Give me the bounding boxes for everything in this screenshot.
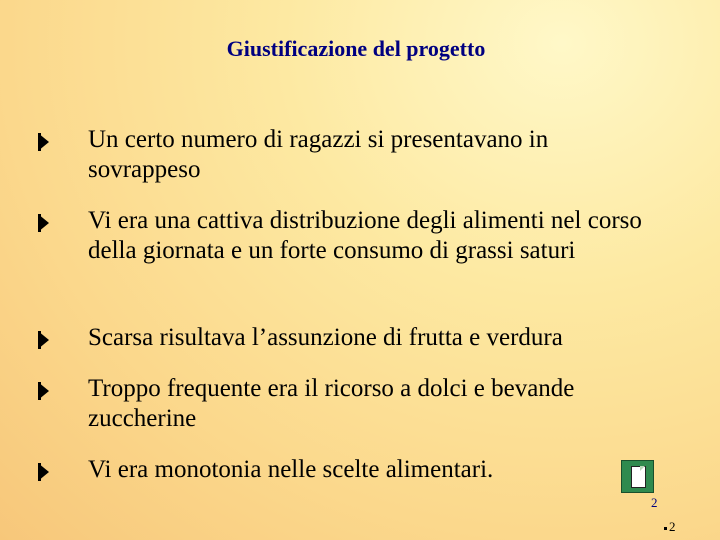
triangle-bullet-icon [38,133,49,151]
triangle-bullet-icon [38,463,49,481]
triangle-bullet-icon [38,214,49,232]
page-number: 2 [651,495,658,510]
corner-number-text: 2 [669,519,676,534]
bullet-text: Troppo frequente era il ricorso a dolci e bevande zuccherine [88,375,575,432]
bullet-dot-icon [664,527,667,530]
bullet-text: Vi era monotonia nelle scelte alimentari. [88,456,494,483]
slide-title: Giustificazione del progetto [226,36,486,61]
bullet-text: Vi era una cattiva distribuzione degli alimenti nel corso della giornata e un forte consumo di grassi saturi [88,207,642,264]
bullet-text: Un certo numero di ragazzi si presentavano in sovrappeso [88,126,549,183]
document-fold [640,466,645,471]
triangle-bullet-icon [38,382,49,400]
triangle-bullet-icon [38,331,49,349]
document-icon[interactable] [621,460,654,493]
bullet-text: Scarsa risultava l’assunzione di frutta e verdura [88,324,563,351]
corner-page-number [664,519,676,535]
